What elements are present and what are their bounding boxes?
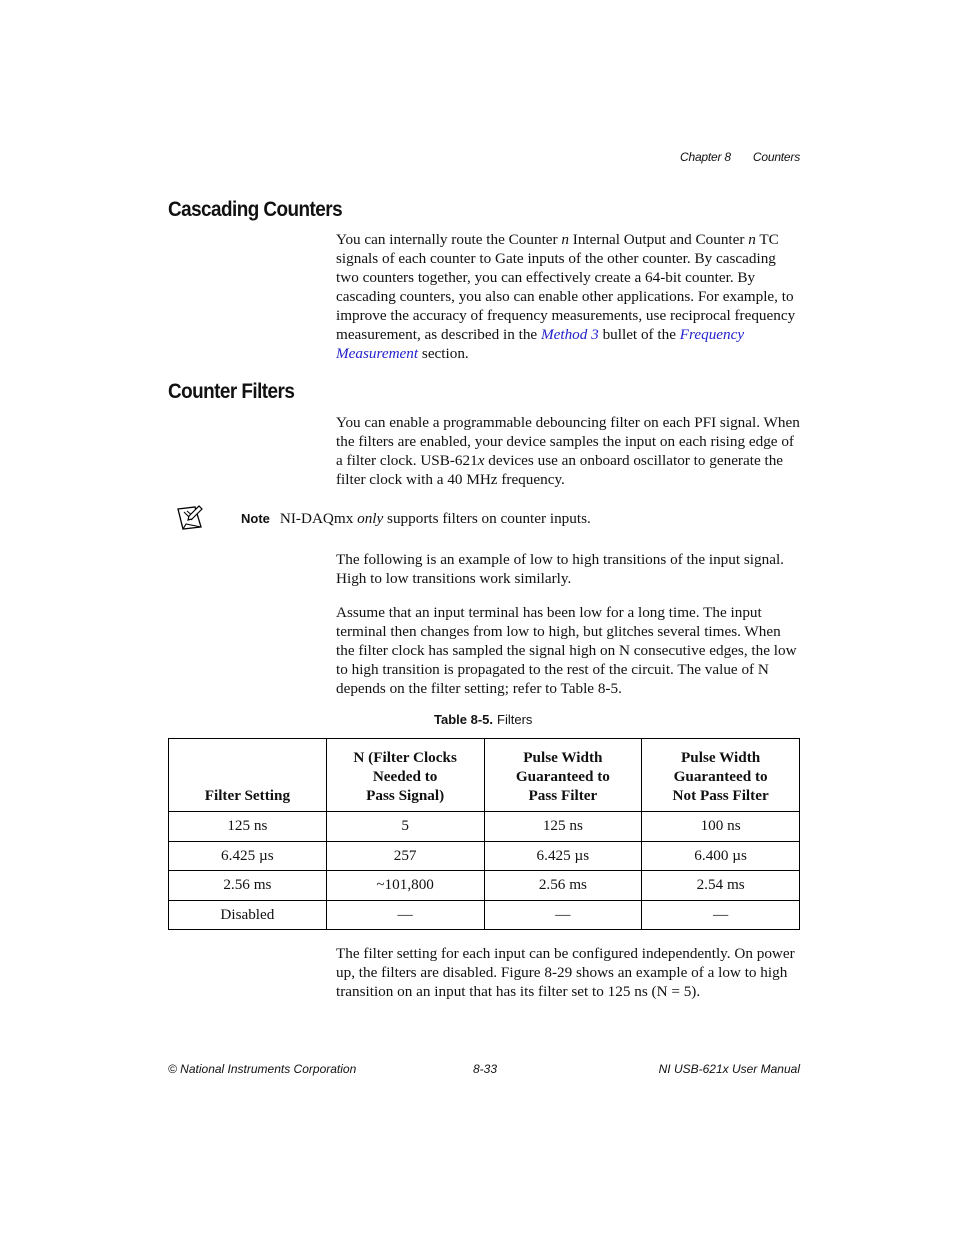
table-body <box>169 812 800 930</box>
table-header-cell <box>326 739 484 812</box>
table-header-line: N (Filter Clocks <box>353 749 457 766</box>
footer-copyright: © National Instruments Corporation <box>168 1062 357 1076</box>
table-caption <box>434 712 532 727</box>
table-header-line: Guaranteed to <box>515 768 610 785</box>
table-header-line: Filter Setting <box>204 787 291 804</box>
frequency-measurement-link[interactable]: Frequency Measurement <box>336 326 745 362</box>
page-header <box>680 150 800 164</box>
table-cell: ~101,800 <box>326 871 484 901</box>
table-row <box>169 900 800 930</box>
table-row <box>169 871 800 901</box>
filters-paragraph-4: The filter setting for each input can be configured independently. On power up, the filters are disabled. Figure 8-29 shows an example of a low to high transition on an input that has its filter set to 125 ns (N = 5). <box>336 945 795 1000</box>
table-header-line: Pass Filter <box>528 787 598 804</box>
table-header-line: Pass Signal) <box>366 787 445 804</box>
table-row <box>169 841 800 871</box>
filters-paragraph-1: You can enable a programmable debouncing filter on each PFI signal. When the filters are enabled, your device samples the input on each rising edge of a filter clock. USB-621x devices use an onboard oscillator to generate the filter clock with a 40 MHz frequency. <box>336 414 800 488</box>
table-header-cell <box>642 739 800 812</box>
heading-cascading-counters: Cascading Counters <box>168 198 343 221</box>
table-cell: 125 ns <box>484 812 642 842</box>
footer-manual-title: NI USB-621x User Manual <box>658 1062 800 1076</box>
table-cell: — <box>484 900 642 930</box>
header-chapter: Chapter 8 <box>680 150 731 164</box>
note-icon <box>175 503 205 531</box>
table-cell: 257 <box>326 841 484 871</box>
table-cell: 125 ns <box>169 812 327 842</box>
heading-counter-filters: Counter Filters <box>168 380 295 403</box>
cascading-paragraph: You can internally route the Counter n Internal Output and Counter n TC signals of each counter to Gate inputs of the other counter. By cascading two counters together, you can effectively create a 64-bit counter. By cascading counters, you also can enable other applications. For example, to improve the accuracy of frequency measurements, use reciprocal frequency measurement, as described in the Method 3 bullet of the Frequency Measurement section. <box>336 231 796 362</box>
table-header-line: Guaranteed to <box>673 768 768 785</box>
table-caption-number: Table 8-5. <box>434 712 494 727</box>
table-cell: — <box>642 900 800 930</box>
filters-paragraph-2: The following is an example of low to high transitions of the input signal. High to low transitions work similarly. <box>336 551 784 587</box>
header-section: Counters <box>752 150 800 164</box>
table-header-row <box>169 739 800 812</box>
table-cell: 2.54 ms <box>642 871 800 901</box>
table-row <box>169 812 800 842</box>
table-cell: 6.400 µs <box>642 841 800 871</box>
table-cell: 2.56 ms <box>169 871 327 901</box>
note-label: Note <box>241 511 270 526</box>
table-header-line: Not Pass Filter <box>672 787 769 804</box>
table-cell: — <box>326 900 484 930</box>
note: Note NI-DAQmx only supports filters on counter inputs. <box>241 510 591 527</box>
table-cell: 2.56 ms <box>484 871 642 901</box>
table-header-line: Needed to <box>372 768 438 785</box>
table-cell: 100 ns <box>642 812 800 842</box>
table-caption-title: Filters <box>497 712 533 727</box>
table-header-cell <box>484 739 642 812</box>
table-header-cell <box>169 739 327 812</box>
table-header-line: Pulse Width <box>681 749 761 766</box>
table-cell: 6.425 µs <box>169 841 327 871</box>
filters-table <box>168 738 800 930</box>
table-cell: 5 <box>326 812 484 842</box>
filters-paragraph-3: Assume that an input terminal has been low for a long time. The input terminal then changes from low to high, but glitches several times. When the filter clock has sampled the signal high on N consecutive edges, the low to high transition is propagated to the rest of the circuit. The value of N depends on the filter setting; refer to Table 8-5. <box>336 604 797 697</box>
method-3-link[interactable]: Method 3 <box>540 326 599 343</box>
table-cell: 6.425 µs <box>484 841 642 871</box>
footer-page-number: 8-33 <box>473 1062 498 1076</box>
table-cell: Disabled <box>169 900 327 930</box>
table-header-line: Pulse Width <box>523 749 603 766</box>
